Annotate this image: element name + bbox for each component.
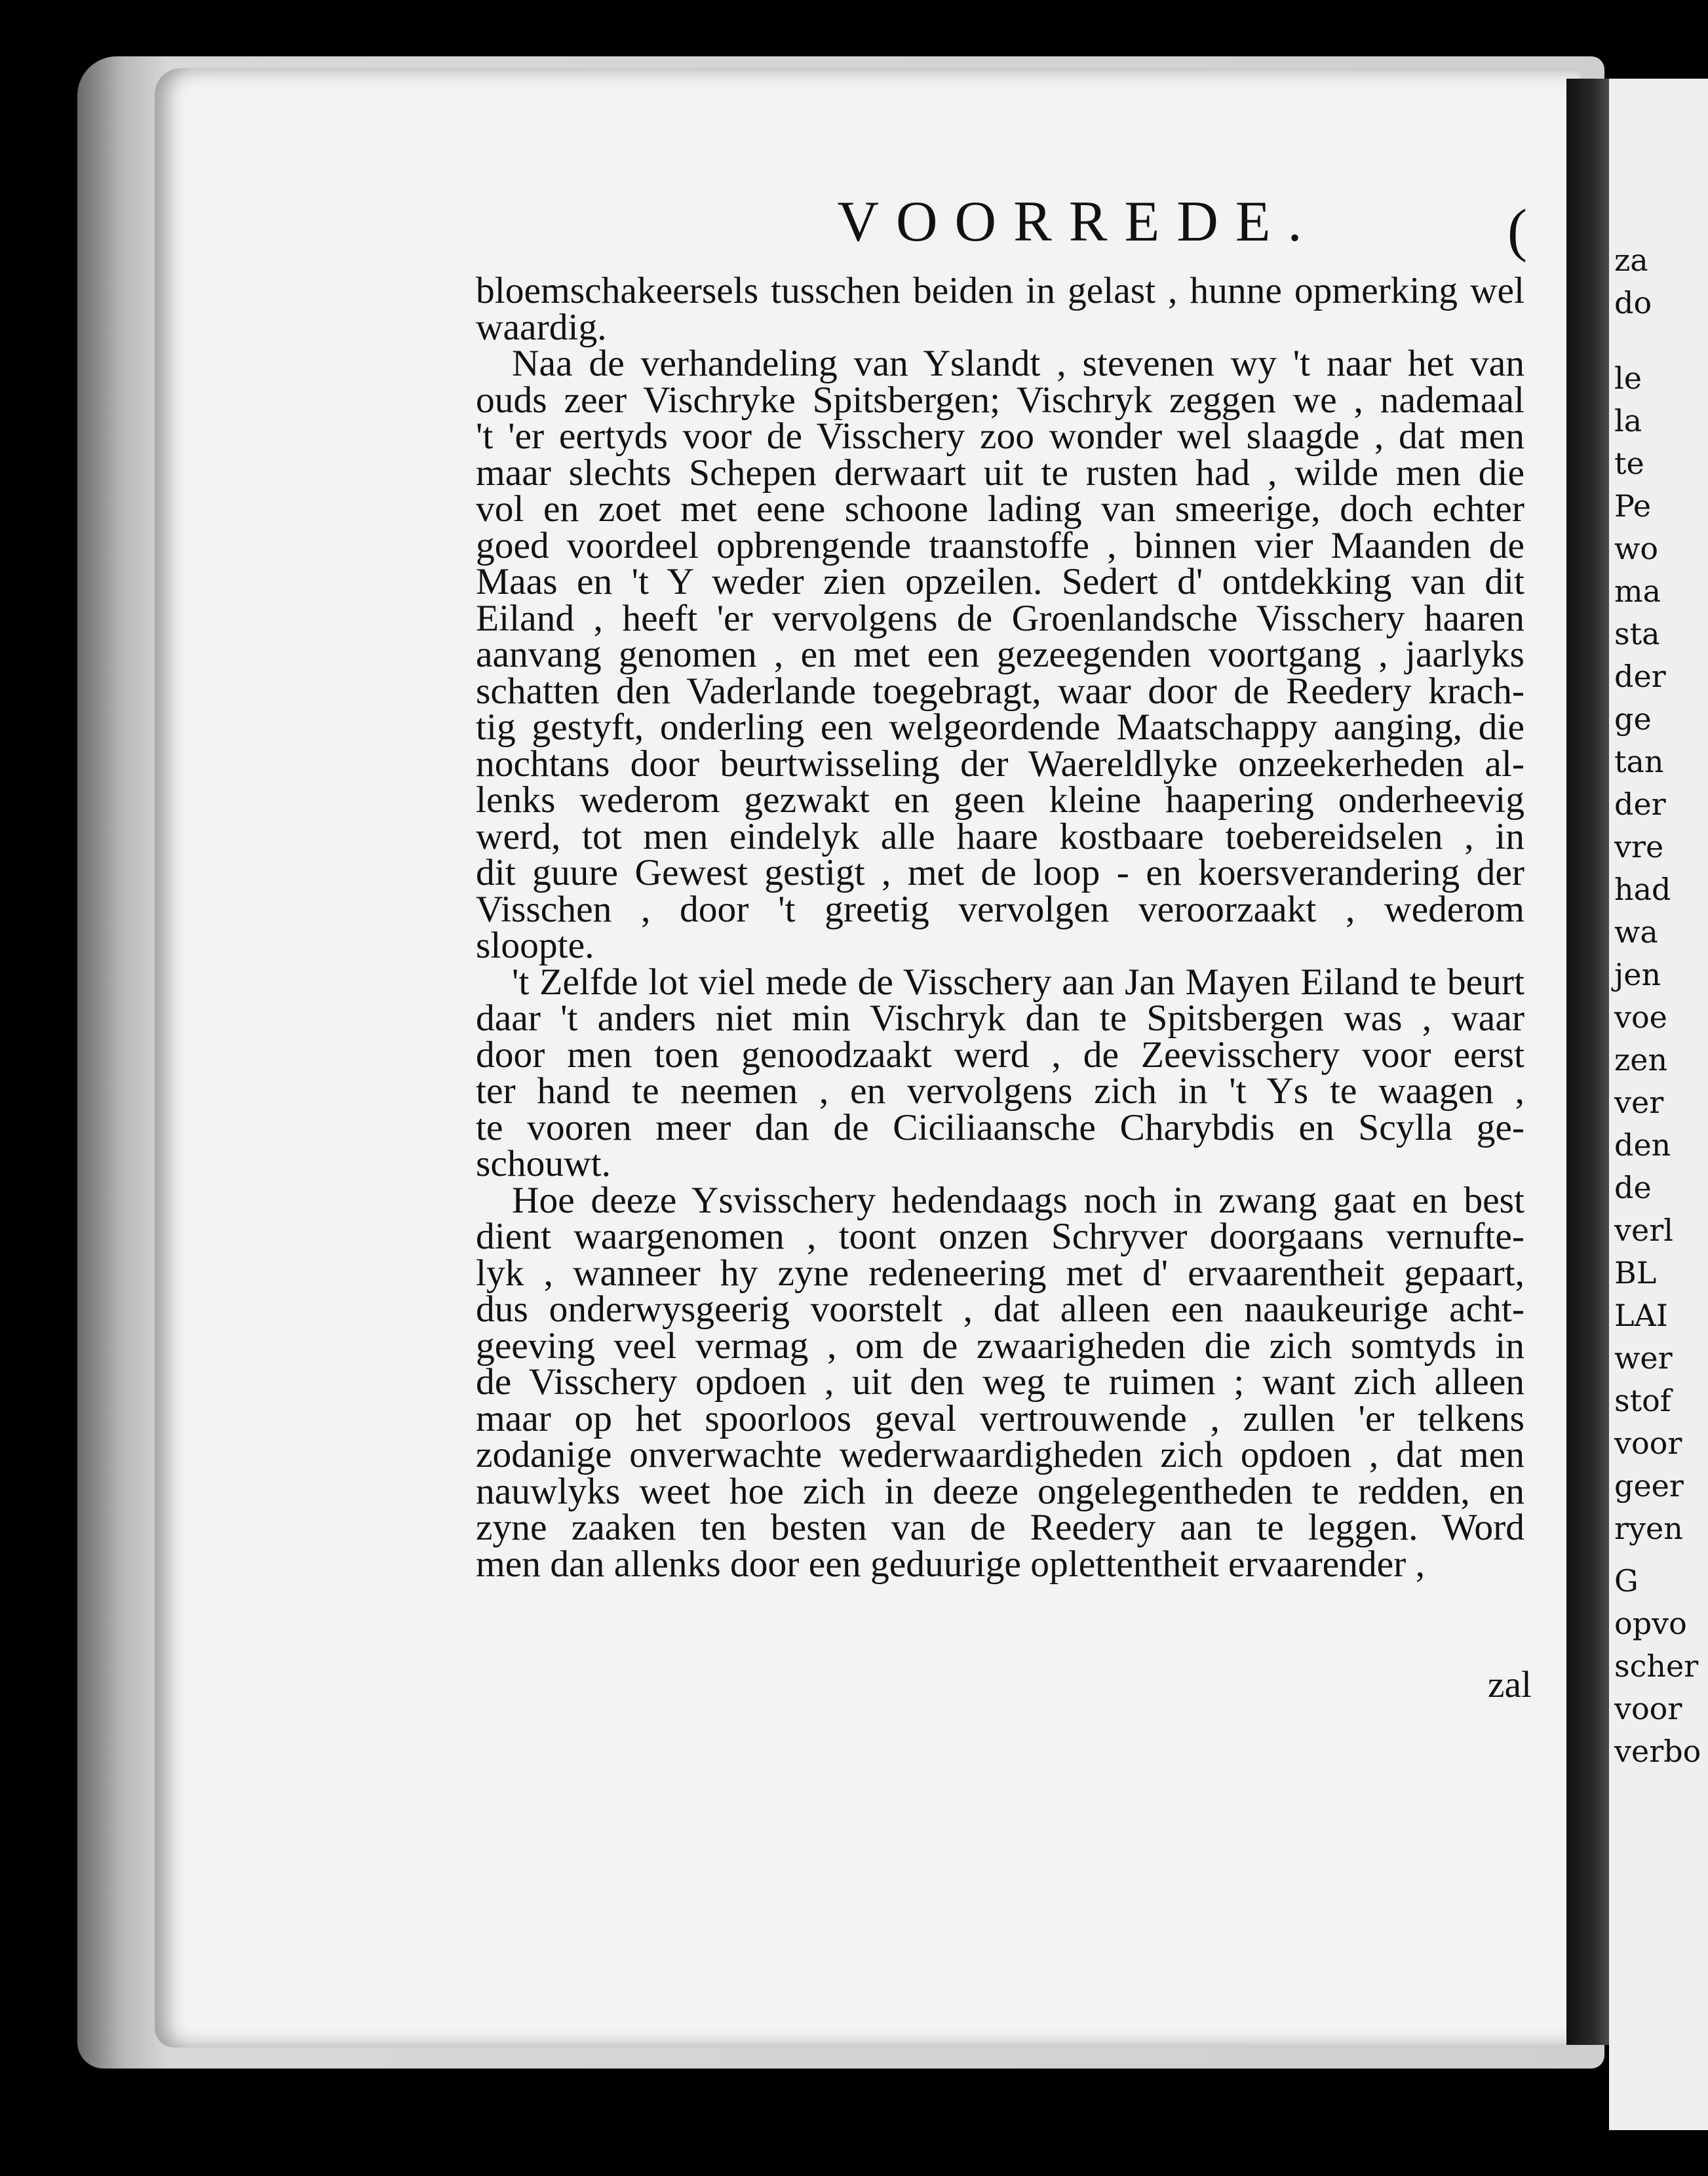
text-line: tig gestyft, onderling een welgeordende Maatschappy aanging, die	[476, 707, 1524, 748]
text-line: nochtans door beurtwisseling der Waereldlyke onzeekerheden al-	[476, 743, 1524, 785]
facing-page-fragment: ryen	[1614, 1511, 1683, 1546]
facing-page-fragment: ma	[1614, 573, 1661, 609]
paragraph	[476, 961, 1524, 1184]
text-line: zyne zaaken ten besten van de Reedery aan te leggen. Word	[476, 1507, 1524, 1548]
text-line: nauwlyks weet hoe zich in deeze ongelegentheden te redden, en	[476, 1470, 1524, 1512]
facing-page-fragment: den	[1614, 1127, 1671, 1163]
text-line: 't Zelfde lot viel mede de Visschery aan Jan Mayen Eiland te beurt	[512, 961, 1524, 1003]
text-line: dus onderwysgeerig voorstelt , dat alleen een naaukeurige acht-	[476, 1289, 1524, 1330]
text-line: Hoe deeze Ysvisschery hedendaags noch in zwang gaat en best	[512, 1179, 1524, 1221]
text-line: lyk , wanneer hy zyne redeneering met d' ervaarentheit gepaart,	[476, 1252, 1524, 1294]
facing-page-fragment: tan	[1614, 744, 1664, 779]
text-line: aanvang genomen , en met een gezeegenden voortgang , jaarlyks	[476, 634, 1524, 675]
facing-page-fragment: LAI	[1614, 1298, 1668, 1333]
facing-page-fragment: voe	[1614, 1000, 1667, 1035]
facing-page-fragment: te	[1614, 446, 1644, 481]
text-line: Visschen , door 't greetig vervolgen veroorzaakt , wederom	[476, 888, 1524, 930]
text-line: door men toen genoodzaakt werd , de Zeevisschery voor eerst	[476, 1034, 1524, 1076]
facing-page-fragment: le	[1614, 360, 1642, 396]
text-line: vol en zoet met eene schoone lading van smeerige, doch echter	[476, 488, 1524, 530]
text-line: dit guure Gewest gestigt , met de loop - en koersverandering der	[476, 852, 1524, 893]
facing-page-fragment: voor	[1614, 1426, 1682, 1461]
body-text	[476, 270, 1524, 1585]
facing-page-fragment: wer	[1614, 1340, 1673, 1376]
facing-page-fragment: ver	[1614, 1085, 1664, 1120]
facing-page-fragment: zen	[1614, 1042, 1668, 1078]
paragraph	[476, 345, 1524, 964]
facing-page-edge	[1609, 79, 1708, 2130]
text-line: maar op het spoorloos geval vertrouwende , zullen 'er telkens	[476, 1397, 1524, 1439]
facing-page-fragment: la	[1614, 403, 1642, 438]
facing-page-fragment: Pe	[1614, 488, 1652, 524]
text-line: sloopte.	[476, 925, 594, 966]
facing-page-fragment: BL	[1614, 1255, 1657, 1291]
text-line: men dan allenks door een geduurige oplettentheit ervaarender ,	[476, 1543, 1426, 1585]
facing-page-fragment: do	[1614, 285, 1652, 321]
text-line: goed voordeel opbrengende traanstoffe , binnen vier Maanden de	[476, 524, 1524, 566]
text-line: geeving veel vermag , om de zwaarigheden die zich somtyds in	[476, 1325, 1524, 1367]
facing-page-fragment: verbo	[1614, 1734, 1701, 1769]
text-line: Naa de verhandeling van Yslandt , stevenen wy 't naar het van	[512, 343, 1524, 384]
text-line: dient waargenomen , toont onzen Schryver doorgaans vernufte-	[476, 1216, 1524, 1257]
facing-page-fragment: G	[1614, 1563, 1639, 1599]
facing-page-fragment: voor	[1614, 1691, 1682, 1726]
text-line: de Visschery opdoen , uit den weg te ruimen ; want zich alleen	[476, 1361, 1524, 1403]
text-line: waardig.	[476, 306, 607, 348]
paragraph	[476, 270, 1524, 348]
text-line: Eiland , heeft 'er vervolgens de Groenlandsche Visschery haaren	[476, 597, 1524, 639]
catchword: zal	[1488, 1664, 1532, 1705]
facing-page-fragment: der	[1614, 787, 1666, 822]
text-line: daar 't anders niet min Vischryk dan te Spitsbergen was , waar	[476, 998, 1524, 1039]
text-line: werd, tot men eindelyk alle haare kostbaare toebereidselen , in	[476, 815, 1524, 857]
facing-page-fragment: scher	[1614, 1648, 1699, 1684]
facing-page-fragment: stof	[1614, 1383, 1671, 1418]
facing-page-fragment: had	[1614, 872, 1671, 907]
text-line: schatten den Vaderlande toegebragt, waar door de Reedery krach-	[476, 670, 1524, 712]
text-line: ouds zeer Vischryke Spitsbergen; Vischryk zeggen we , nademaal	[476, 379, 1524, 421]
text-line: schouwt.	[476, 1143, 611, 1184]
facing-page-fragment: jen	[1614, 957, 1661, 992]
facing-page-fragment: verl	[1614, 1213, 1673, 1248]
facing-page-fragment: wo	[1614, 531, 1659, 566]
text-line: lenks wederom gezwakt en geen kleine haapering onderheevig	[476, 779, 1524, 821]
text-line: 't 'er eertyds voor de Visschery zoo wonder wel slaagde , dat men	[476, 416, 1524, 457]
paragraph	[476, 1179, 1524, 1585]
text-line: maar slechts Schepen derwaart uit te rusten had , wilde men die	[476, 452, 1524, 494]
text-line: ter hand te neemen , en vervolgens zich in 't Ys te waagen ,	[476, 1070, 1524, 1112]
facing-page-fragment: vre	[1614, 829, 1664, 865]
text-line: zodanige onverwachte wederwaardigheden zich opdoen , dat men	[476, 1434, 1524, 1475]
book-gutter	[1566, 79, 1612, 2045]
facing-page-fragment: wa	[1614, 914, 1658, 950]
facing-page-fragment: de	[1614, 1170, 1652, 1205]
page-folio: (	[1507, 198, 1527, 263]
text-line: Maas en 't Y weder zien opzeilen. Sedert d' ontdekking van dit	[476, 561, 1524, 602]
facing-page-fragment: der	[1614, 659, 1666, 694]
running-head: VOORREDE.	[837, 190, 1319, 254]
text-line: bloemschakeersels tusschen beiden in gelast , hunne opmerking wel	[476, 270, 1524, 311]
facing-page-fragment: geer	[1614, 1468, 1684, 1504]
facing-page-fragment: ge	[1614, 701, 1652, 737]
text-line: te vooren meer dan de Ciciliaansche Charybdis en Scylla ge-	[476, 1106, 1524, 1148]
facing-page-fragment: sta	[1614, 616, 1660, 651]
facing-page-fragment: opvo	[1614, 1606, 1687, 1641]
facing-page-fragment: za	[1614, 243, 1648, 278]
